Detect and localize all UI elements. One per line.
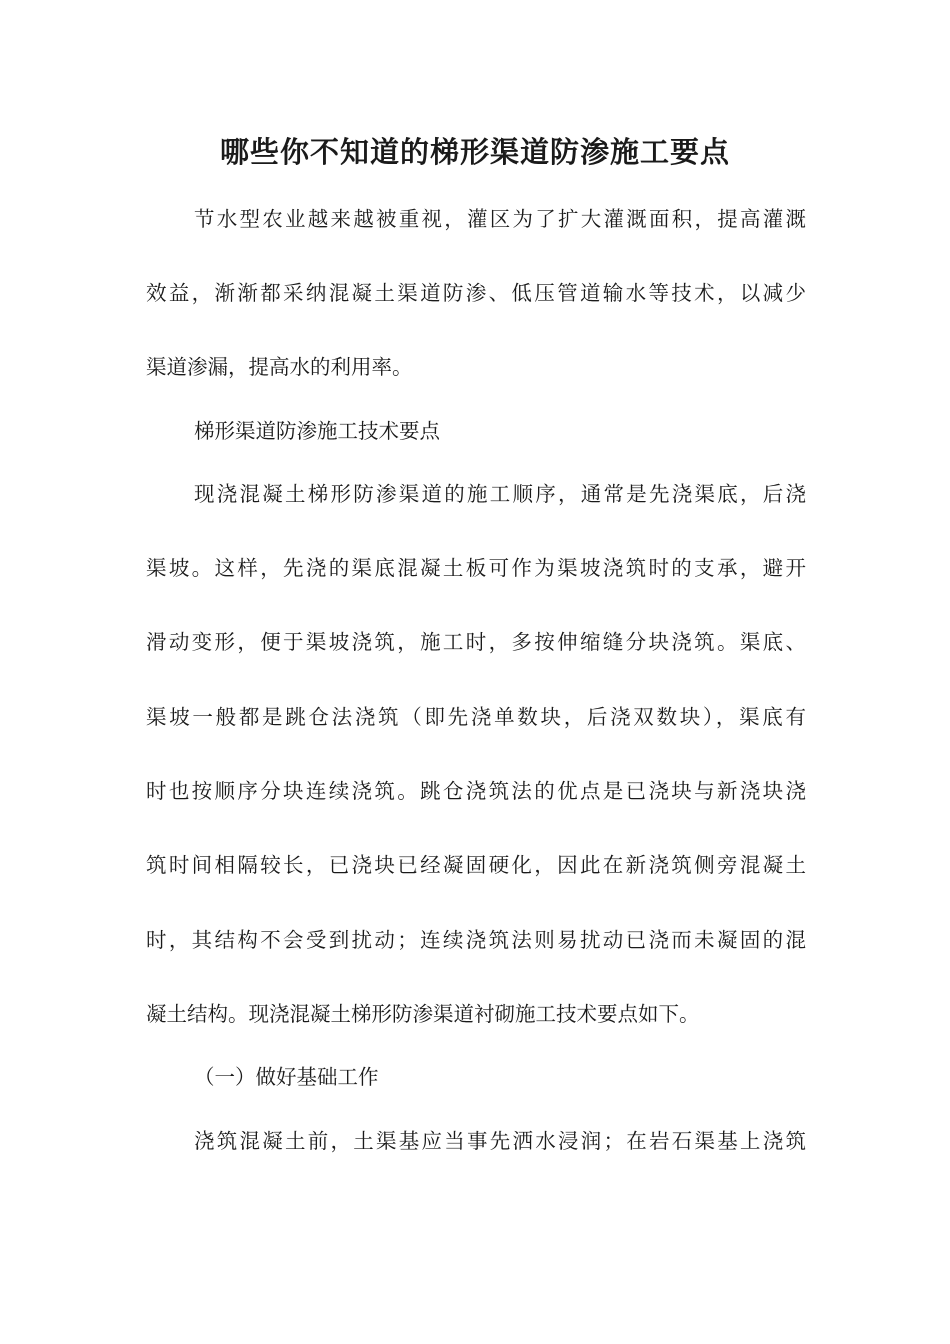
- intro-line-1: 节水型农业越来越被重视，灌区为了扩大灌溉面积，提高灌溉: [194, 207, 806, 231]
- body-line-2: 渠坡。这样，先浇的渠底混凝土板可作为渠坡浇筑时的支承，避开: [146, 556, 806, 580]
- intro-line-3: 渠道渗漏，提高水的利用率。: [146, 355, 413, 379]
- body-line-3: 滑动变形，便于渠坡浇筑，施工时，多按伸缩缝分块浇筑。渠底、: [146, 630, 806, 654]
- body-line-6: 筑时间相隔较长，已浇块已经凝固硬化，因此在新浇筑侧旁混凝土: [146, 853, 806, 877]
- intro-line-2: 效益，渐渐都采纳混凝土渠道防渗、低压管道输水等技术，以减少: [146, 281, 806, 305]
- body-line-5: 时也按顺序分块连续浇筑。跳仓浇筑法的优点是已浇块与新浇块浇: [146, 779, 806, 803]
- body-line-7: 时，其结构不会受到扰动；连续浇筑法则易扰动已浇而未凝固的混: [146, 928, 806, 952]
- subheading: （一）做好基础工作: [194, 1065, 379, 1089]
- body-line-4: 渠坡一般都是跳仓法浇筑（即先浇单数块，后浇双数块），渠底有: [146, 705, 806, 729]
- section-heading: 梯形渠道防渗施工技术要点: [194, 419, 440, 443]
- last-line: 浇筑混凝土前，土渠基应当事先洒水浸润；在岩石渠基上浇筑: [194, 1129, 806, 1153]
- document-title: 哪些你不知道的梯形渠道防渗施工要点: [219, 135, 730, 169]
- body-line-8: 凝土结构。现浇混凝土梯形防渗渠道衬砌施工技术要点如下。: [146, 1002, 700, 1026]
- body-line-1: 现浇混凝土梯形防渗渠道的施工顺序，通常是先浇渠底，后浇: [194, 482, 806, 506]
